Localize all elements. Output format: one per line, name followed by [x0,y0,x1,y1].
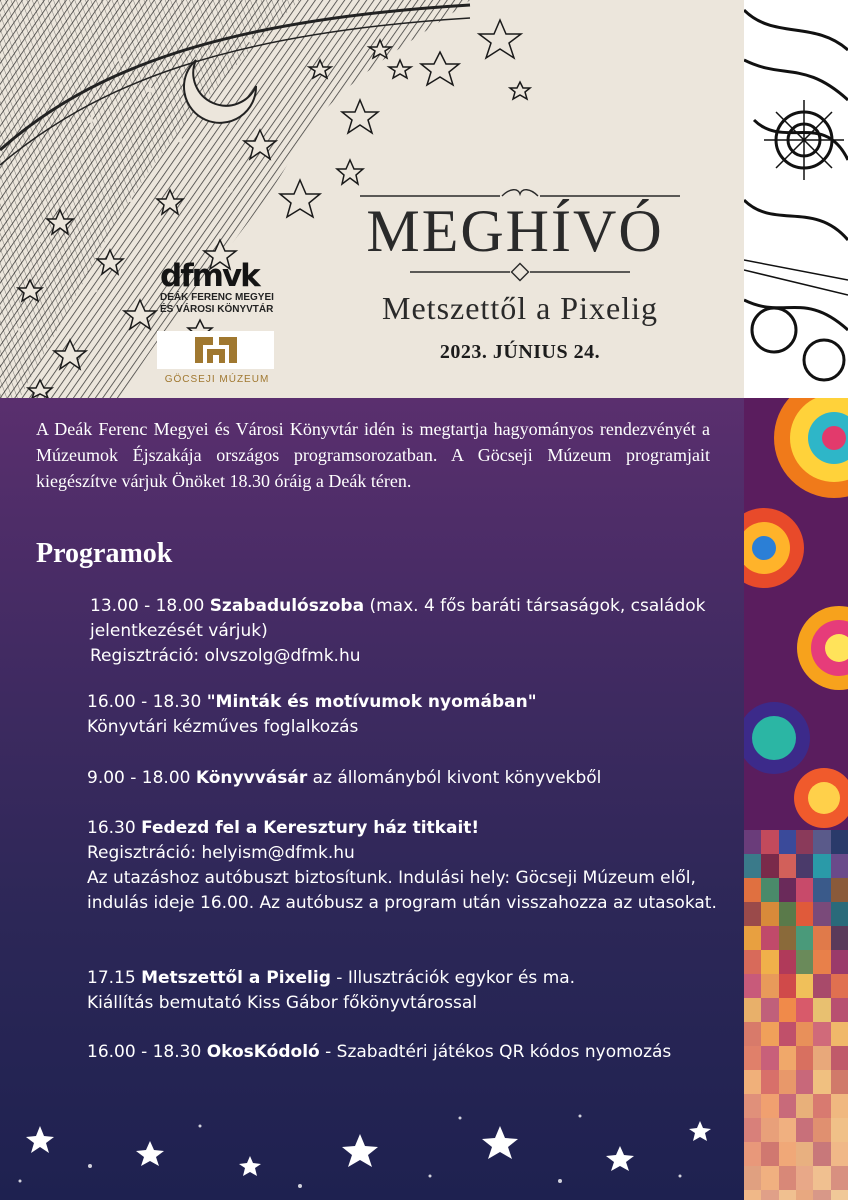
program-name: "Minták és motívumok nyomában" [206,692,537,712]
intro-paragraph: A Deák Ferenc Megyei és Városi Könyvtár idén is megtartja hagyományos rendezvényét a Múzeumok Éjszakája országos programsorozatban. A Göcseji Múzeum programjait kiegészítve várjuk Önöket 18.30 óráig a Deák téren. [36,419,710,491]
program-extra: Könyvtári kézműves foglalkozás [87,717,359,737]
program-bus-info: Az utazáshoz autóbuszt biztosítunk. Indulási hely: Göcseji Múzeum elől, indulás ideje 16.00. Az autóbusz a program után visszahozza az utasokat. [87,868,717,913]
dfmk-logo-line1: DEÁK FERENC MEGYEI [160,292,274,303]
dfmk-logo: dfmvk [160,258,259,294]
event-subtitle: Metszettől a Pixelig [382,290,658,326]
program-detail: az állományból kivont könyvekből [312,768,602,788]
program-name: Fedezd fel a Keresztury ház titkait! [141,818,480,838]
program-name: Könyvvásár [195,768,308,788]
bottom-starfield [0,1106,744,1200]
program-item-escape-room [90,594,710,669]
program-registration: Regisztráció: olvszolg@dfmk.hu [90,646,361,666]
black-white-ornament-illustration [744,0,848,398]
dfmk-logo-subtitle [160,292,300,316]
pixel-mosaic [744,830,848,1200]
program-panel [0,398,744,1200]
museum-logo-icon [193,335,239,365]
colorful-mandala-illustration [744,398,848,830]
program-detail: - Illusztrációk egykor és ma. [336,968,576,988]
program-extra: Kiállítás bemutató Kiss Gábor főkönyvtárossal [87,993,477,1013]
program-time: 16.00 - 18.30 [87,1042,202,1062]
invitation-title: MEGHÍVÓ [366,198,664,264]
program-time: 9.00 - 18.00 [87,768,191,788]
program-item-keresztury-house [87,816,727,916]
program-detail: - Szabadtéri játékos QR kódos nyomozás [325,1042,672,1062]
decorative-side-strip [744,0,848,1200]
program-registration: Regisztráció: helyism@dfmk.hu [87,843,355,863]
program-time: 13.00 - 18.00 [90,596,205,616]
program-item-patterns-workshop [87,690,707,740]
invitation-header [0,0,744,398]
program-item-book-fair [87,766,707,791]
program-time: 16.00 - 18.30 [87,692,202,712]
program-name: Metszettől a Pixelig [141,968,331,988]
program-time: 16.30 [87,818,136,838]
programs-heading: Programok [36,538,173,569]
program-detail: (max. 4 fős baráti társaságok, családok jelentkezését várjuk) [90,596,706,641]
program-item-exhibition [87,966,707,1016]
program-item-qr-hunt [87,1040,707,1065]
program-time: 17.15 [87,968,136,988]
museum-logo-text: GÖCSEJI MÚZEUM [164,374,270,385]
program-name: Szabadulószoba [209,596,365,616]
event-date: 2023. JÚNIUS 24. [439,341,601,363]
dfmk-logo-line2: ÉS VÁROSI KÖNYVTÁR [160,304,274,315]
program-name: OkosKódoló [206,1042,320,1062]
